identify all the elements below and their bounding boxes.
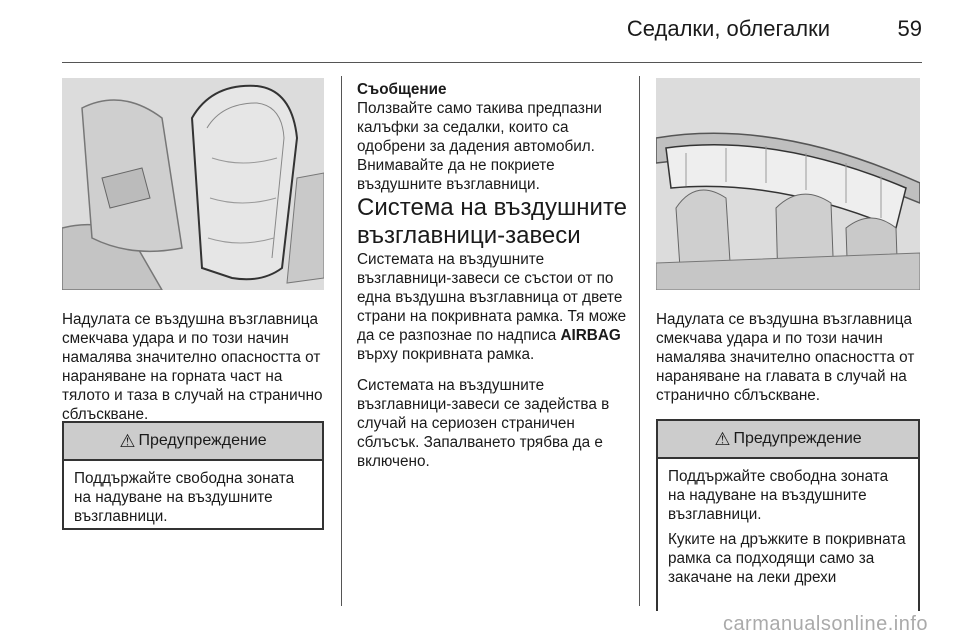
watermark: carmanualsonline.info [722,613,928,635]
left-warning-box [62,421,324,530]
right-warning-box [656,419,920,611]
right-warning-text-2: Куките на дръжките в покривната рамка са подходящи само за закачане на леки дрехи [668,531,906,586]
middle-paragraph-1 [357,250,632,364]
section-heading: Система на въздушните възглавници-завеси [357,194,628,249]
page-number: 59 [897,16,922,41]
middle-paragraph-2: Системата на въздушните възглавници-завеси се задейства в случай на сериозен страничен сблъсък. Запалването трябва да е включено. [357,377,610,470]
note-text: Ползвайте само такива предпазни калъфки за седалки, които са одобрени за дадения автомобил. Внимавайте да не покриете въздушните възглавници. [357,100,602,193]
warning-icon: ⚠ [714,428,731,449]
warning-icon: ⚠ [119,430,136,451]
note-block [357,80,627,194]
left-warning-text: Поддържайте свободна зоната на надуване на въздушните възглавници. [74,470,295,525]
right-warning-title: Предупреждение [733,430,862,447]
seat-airbag-illustration [62,78,324,290]
column-divider-right [639,76,640,606]
airbag-keyword: AIRBAG [560,327,621,344]
header-rule [62,62,922,63]
right-warning-body [658,459,918,587]
left-warning-title: Предупреждение [138,432,267,449]
left-paragraph: Надулата се въздушна възглавница смекчава удара и по този начин намалява значително опасността от нараняване на горната част на тялото и таза в случай на странично сблъскване. [62,311,323,423]
right-paragraph: Надулата се въздушна възглавница смекчава удара и по този начин намалява значително опасността от нараняване на главата в случай на странично сблъскване. [656,311,915,404]
p1-text-after: върху покривната рамка. [357,346,535,363]
left-warning-header [64,423,322,461]
note-title: Съобщение [357,81,447,98]
page-title: Седалки, облегалки [626,16,830,41]
right-warning-header [658,421,918,459]
p1-text-before: Системата на въздушните възглавници-завеси се състои от по една въздушна възглавница от двете страни на покривната рамка. Тя може да се разпознае по надписа [357,251,627,344]
column-divider-left [341,76,342,606]
curtain-airbag-illustration [656,78,920,290]
left-warning-body [64,461,322,526]
right-warning-text-1: Поддържайте свободна зоната на надуване на въздушните възглавници. [668,468,889,523]
